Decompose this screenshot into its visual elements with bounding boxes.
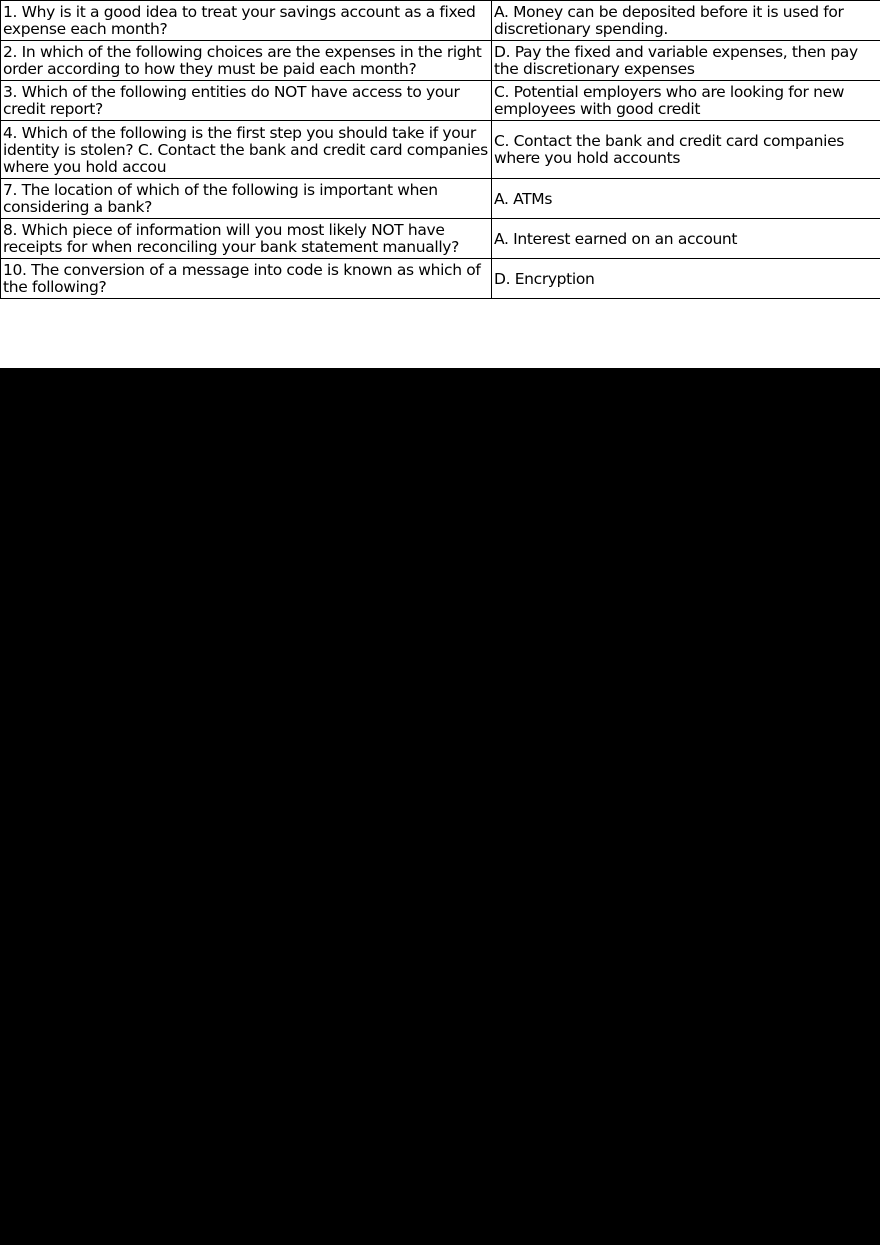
table-row [1, 81, 880, 121]
table-row [1, 259, 880, 299]
table-row [1, 41, 880, 81]
answer-cell: D. Pay the fixed and variable expenses, then pay the discretionary expenses [492, 41, 880, 81]
answer-cell: D. Encryption [492, 259, 880, 299]
question-cell: 3. Which of the following entities do NOT have access to your credit report? [1, 81, 492, 121]
answer-cell: C. Potential employers who are looking for new employees with good credit [492, 81, 880, 121]
question-cell: 10. The conversion of a message into code is known as which of the following? [1, 259, 492, 299]
qa-table [0, 0, 880, 299]
table-row [1, 179, 880, 219]
table-row [1, 121, 880, 179]
question-cell: 8. Which piece of information will you most likely NOT have receipts for when reconciling your bank statement manually? [1, 219, 492, 259]
answer-cell: A. ATMs [492, 179, 880, 219]
answer-cell: C. Contact the bank and credit card companies where you hold accounts [492, 121, 880, 179]
answer-cell: A. Interest earned on an account [492, 219, 880, 259]
answer-cell: A. Money can be deposited before it is used for discretionary spending. [492, 1, 880, 41]
table-row [1, 1, 880, 41]
black-redacted-area [0, 368, 880, 1245]
question-cell: 1. Why is it a good idea to treat your savings account as a fixed expense each month? [1, 1, 492, 41]
table-row [1, 219, 880, 259]
question-cell: 2. In which of the following choices are the expenses in the right order according to how they must be paid each month? [1, 41, 492, 81]
question-cell: 7. The location of which of the following is important when considering a bank? [1, 179, 492, 219]
question-cell: 4. Which of the following is the first step you should take if your identity is stolen? C. Contact the bank and credit card companies where you hold accou [1, 121, 492, 179]
